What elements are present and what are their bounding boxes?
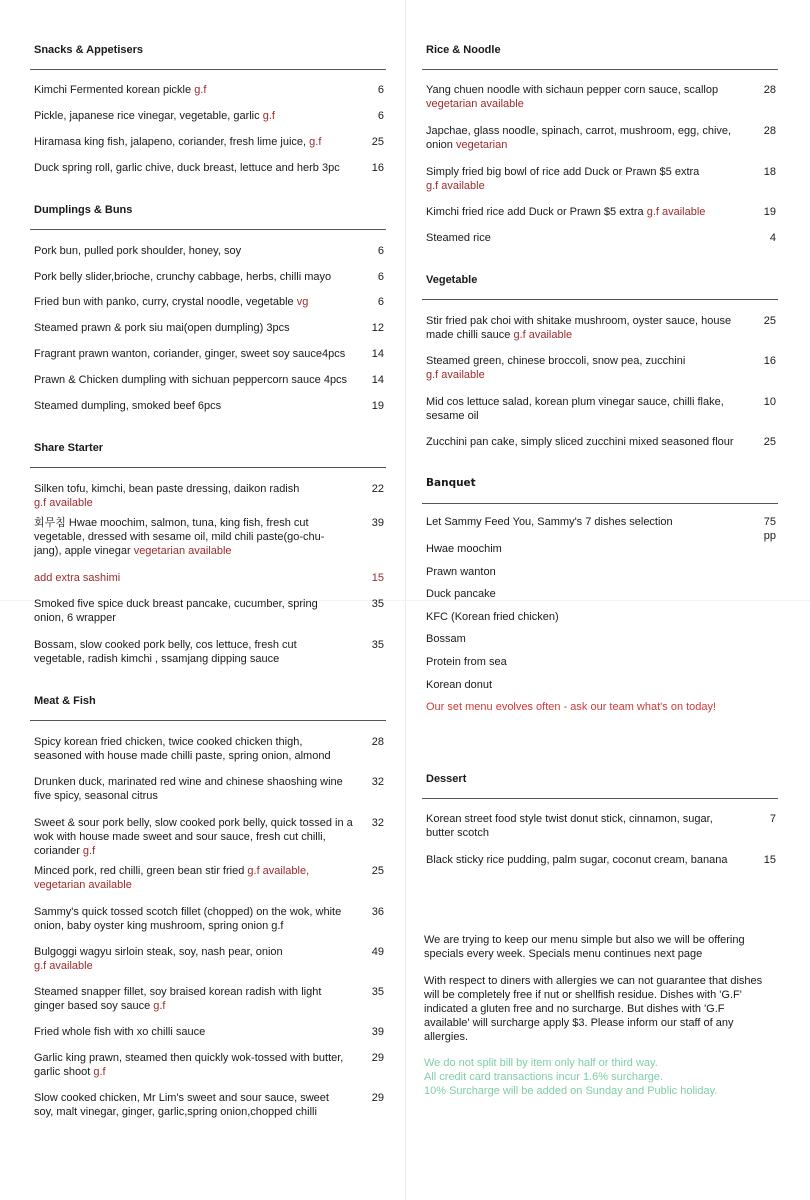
item-tag: g.f available <box>646 206 706 218</box>
banquet-headline: Let Sammy Feed You, Sammy's 7 dishes selection 75 pp <box>426 516 776 542</box>
section-title: Banquet <box>426 477 476 489</box>
item-price: 15 <box>763 854 776 866</box>
item-tag: g.f available <box>34 960 93 972</box>
item-price: 25 <box>371 136 384 148</box>
item-tag: g.f available <box>34 497 93 509</box>
menu-item: Drunken duck, marinated red wine and chinese shaoshing wine five spicy, seasonal citrus 32 <box>34 776 384 802</box>
item-price: 6 <box>377 271 384 283</box>
item-price: 35 <box>371 986 384 998</box>
specials-note: We are trying to keep our menu simple but also we will be offering specials every week. Specials menu continues next page <box>424 934 745 960</box>
banquet-dish: Duck pancake <box>426 588 496 600</box>
item-price: 32 <box>371 776 384 788</box>
item-desc: Steamed green, chinese broccoli, snow pea, zucchini <box>426 355 686 367</box>
menu-item <box>426 124 778 152</box>
item-price: 39 <box>371 1026 384 1038</box>
section-title: Rice & Noodle <box>426 44 501 56</box>
menu-item <box>426 205 778 219</box>
section-divider <box>30 720 386 721</box>
menu-item <box>34 482 386 510</box>
item-tag: g.f available <box>426 180 485 192</box>
section-title: Share Starter <box>34 442 104 454</box>
item-price: 28 <box>763 125 776 137</box>
item-price: 22 <box>371 483 384 495</box>
menu-item: Mid cos lettuce salad, korean plum vinegar sauce, chilli flake, sesame oil 10 <box>426 396 776 422</box>
item-price: 25 <box>763 315 776 327</box>
section-divider <box>30 69 386 70</box>
menu-item <box>34 1051 386 1079</box>
menu-item <box>426 165 778 193</box>
menu-item <box>34 816 386 858</box>
menu-item: Korean street food style twist donut stick, cinnamon, sugar, butter scotch 7 <box>426 813 776 839</box>
section-title: Snacks & Appetisers <box>34 44 144 56</box>
item-price: 19 <box>371 400 384 412</box>
section-dessert <box>426 772 778 786</box>
policy-note-line: 10% Surcharge will be added on Sunday and Public holiday. <box>424 1085 718 1097</box>
menu-item <box>34 864 386 892</box>
menu-item <box>426 314 778 342</box>
item-price: 7 <box>769 813 776 825</box>
banquet-dish: Protein from sea <box>426 656 507 668</box>
menu-item <box>34 945 386 973</box>
item-desc: Simply fried big bowl of rice add Duck or Prawn $5 extra <box>426 166 700 178</box>
item-price: 28 <box>371 736 384 748</box>
menu-item: Fragrant prawn wanton, coriander, ginger, sweet soy sauce4pcs 14 <box>34 348 384 360</box>
banquet-dish: Korean donut <box>426 679 493 691</box>
item-price: 16 <box>763 355 776 367</box>
section-divider <box>422 69 778 70</box>
item-desc: Kimchi Fermented korean pickle <box>34 84 192 96</box>
item-price: 36 <box>371 906 384 918</box>
banquet-dish: Hwae moochim <box>426 543 502 555</box>
menu-item <box>34 109 386 123</box>
menu-item <box>426 83 778 111</box>
item-desc: Duck spring roll, garlic chive, duck breast, lettuce and herb 3pc <box>34 162 340 174</box>
section-divider <box>422 299 778 300</box>
item-tag: g.f available, vegetarian available <box>34 865 310 891</box>
banquet-dish: Prawn wanton <box>426 566 496 578</box>
item-price: 6 <box>377 84 384 96</box>
menu-item <box>34 135 386 149</box>
section-title: Vegetable <box>426 274 478 286</box>
section-dumplings <box>34 203 386 217</box>
item-price: 4 <box>769 232 776 244</box>
item-tag: vg <box>296 296 309 308</box>
menu-item: Pork belly slider,brioche, crunchy cabbage, herbs, chilli mayo 6 <box>34 271 384 283</box>
section-rice-noodle <box>426 43 778 57</box>
item-desc: Garlic king prawn, steamed then quickly wok-tossed with butter, garlic shoot <box>34 1052 344 1078</box>
item-price: 28 <box>763 84 776 96</box>
menu-item <box>34 161 386 175</box>
section-share-starter <box>34 441 386 455</box>
item-price: 19 <box>763 206 776 218</box>
item-tag: g.f available <box>513 329 573 341</box>
item-tag: g.f <box>262 110 275 122</box>
section-divider <box>422 798 778 799</box>
section-vegetable <box>426 273 778 287</box>
banquet-price: 75 <box>763 516 776 528</box>
allergy-note: With respect to diners with allergies we can not guarantee that dishes will be completely free if nut or shellfish residue. Dishes with 'G.F' indicated a gluten free and no surcharge. But dishes with 'G.F available' will surcharge apply $3. Please inform our staff of any allergies. <box>424 975 763 1043</box>
menu-item <box>426 354 778 382</box>
menu-item: Slow cooked chicken, Mr Lim's sweet and sour sauce, sweet soy, malt vinegar, ginger, garlic,spring onion,chopped chilli 29 <box>34 1092 384 1118</box>
menu-item: Spicy korean fried chicken, twice cooked chicken thigh, seasoned with house made chilli paste, spring onion, almond 28 <box>34 736 384 762</box>
menu-item: Smoked five spice duck breast pancake, cucumber, spring onion, 6 wrapper 35 <box>34 598 384 624</box>
item-desc: Japchae, glass noodle, spinach, carrot, mushroom, egg, chive, onion <box>426 125 732 151</box>
menu-item <box>34 985 386 1013</box>
menu-item: Sammy's quick tossed scotch fillet (chopped) on the wok, white onion, baby oyster king mushroom, spring onion g.f 36 <box>34 906 384 932</box>
item-price: 25 <box>371 865 384 877</box>
item-price: 16 <box>371 162 384 174</box>
item-tag: g.f <box>309 136 322 148</box>
banquet-price-unit: pp <box>763 530 776 542</box>
item-desc: Bulgoggi wagyu sirloin steak, soy, nash pear, onion <box>34 946 283 958</box>
menu-item: Black sticky rice pudding, palm sugar, coconut cream, banana 15 <box>426 854 776 866</box>
banquet-note: Our set menu evolves often - ask our team what's on today! <box>426 701 717 713</box>
section-title: Dumplings & Buns <box>34 204 133 216</box>
item-tag: vegetarian available <box>426 98 524 110</box>
menu-item <box>34 83 386 97</box>
menu-item <box>34 516 386 558</box>
section-divider <box>422 503 778 504</box>
item-tag: g.f available <box>426 369 485 381</box>
item-price: 14 <box>371 348 384 360</box>
item-price: 39 <box>371 517 384 529</box>
banquet-dish: Bossam <box>426 633 466 645</box>
item-tag: g.f <box>82 845 96 857</box>
banquet-dish: KFC (Korean fried chicken) <box>426 611 559 623</box>
item-desc: Steamed snapper fillet, soy braised korean radish with light ginger based soy sauce <box>34 986 322 1012</box>
menu-item: Prawn & Chicken dumpling with sichuan peppercorn sauce 4pcs 14 <box>34 374 384 386</box>
item-desc: Fried bun with panko, curry, crystal noodle, vegetable <box>34 296 294 308</box>
menu-item: Pork bun, pulled pork shoulder, honey, soy 6 <box>34 245 384 257</box>
item-price <box>764 515 776 543</box>
item-desc: Stir fried pak choi with shitake mushroom, oyster sauce, house made chilli sauce <box>426 315 732 341</box>
menu-item: Steamed prawn & pork siu mai(open dumpling) 3pcs 12 <box>34 322 384 334</box>
section-meat-fish <box>34 694 386 708</box>
item-price: 25 <box>763 436 776 448</box>
item-tag: vegetarian <box>455 139 508 151</box>
policy-note-line: All credit card transactions incur 1.6% surcharge. <box>424 1071 664 1083</box>
item-price: 18 <box>763 166 776 178</box>
item-price: 6 <box>377 245 384 257</box>
item-desc: 회무침 Hwae moochim, salmon, tuna, king fish, fresh cut vegetable, dressed with sesame oil, mild chili paste(go-chu-jang), apple vinegar <box>34 517 325 557</box>
menu-item: Zucchini pan cake, simply sliced zucchini mixed seasoned flour 25 <box>426 436 776 448</box>
item-tag: vegetarian available <box>133 545 232 557</box>
item-price: 12 <box>371 322 384 334</box>
item-price: 29 <box>371 1092 384 1104</box>
item-desc: Silken tofu, kimchi, bean paste dressing, daikon radish <box>34 483 300 495</box>
section-title: Meat & Fish <box>34 695 96 707</box>
item-desc: Yang chuen noodle with sichaun pepper corn sauce, scallop <box>426 84 719 96</box>
item-desc: Kimchi fried rice add Duck or Prawn $5 extra <box>426 206 644 218</box>
menu-item: Steamed dumpling, smoked beef 6pcs 19 <box>34 400 384 412</box>
menu-item: Bossam, slow cooked pork belly, cos lettuce, fresh cut vegetable, radish kimchi , ssamjang dipping sauce 35 <box>34 639 384 665</box>
item-price: 29 <box>371 1052 384 1064</box>
section-divider <box>30 467 386 468</box>
item-price: 10 <box>763 396 776 408</box>
section-snacks <box>34 43 386 57</box>
menu-item: Fried whole fish with xo chilli sauce 39 <box>34 1026 384 1038</box>
item-tag: g.f <box>153 1000 166 1012</box>
item-price: 6 <box>377 296 384 308</box>
menu-item: Steamed rice 4 <box>426 232 776 244</box>
item-price: 6 <box>377 110 384 122</box>
item-price: 35 <box>371 598 384 610</box>
section-title: Dessert <box>426 773 467 785</box>
item-price: 32 <box>371 817 384 829</box>
item-desc: Hiramasa king fish, jalapeno, coriander, fresh lime juice, <box>34 136 307 148</box>
item-desc: Minced pork, red chilli, green bean stir fried <box>34 865 245 877</box>
item-desc: Sweet & sour pork belly, slow cooked pork belly, quick tossed in a wok with house made sweet and sour sauce, fresh cut chilli, coriander <box>34 817 353 857</box>
section-divider <box>30 229 386 230</box>
item-tag: g.f <box>194 84 207 96</box>
item-tag: g.f <box>93 1066 106 1078</box>
item-price: 15 <box>371 572 384 584</box>
item-price: 14 <box>371 374 384 386</box>
item-price: 35 <box>371 639 384 651</box>
item-price: 49 <box>371 946 384 958</box>
item-desc: Pickle, japanese rice vinegar, vegetable, garlic <box>34 110 260 122</box>
menu-item-extra: add extra sashimi 15 <box>34 572 384 584</box>
policy-note-line: We do not split bill by item only half or third way. <box>424 1057 658 1069</box>
section-banquet <box>426 476 778 490</box>
menu-item <box>34 295 386 309</box>
